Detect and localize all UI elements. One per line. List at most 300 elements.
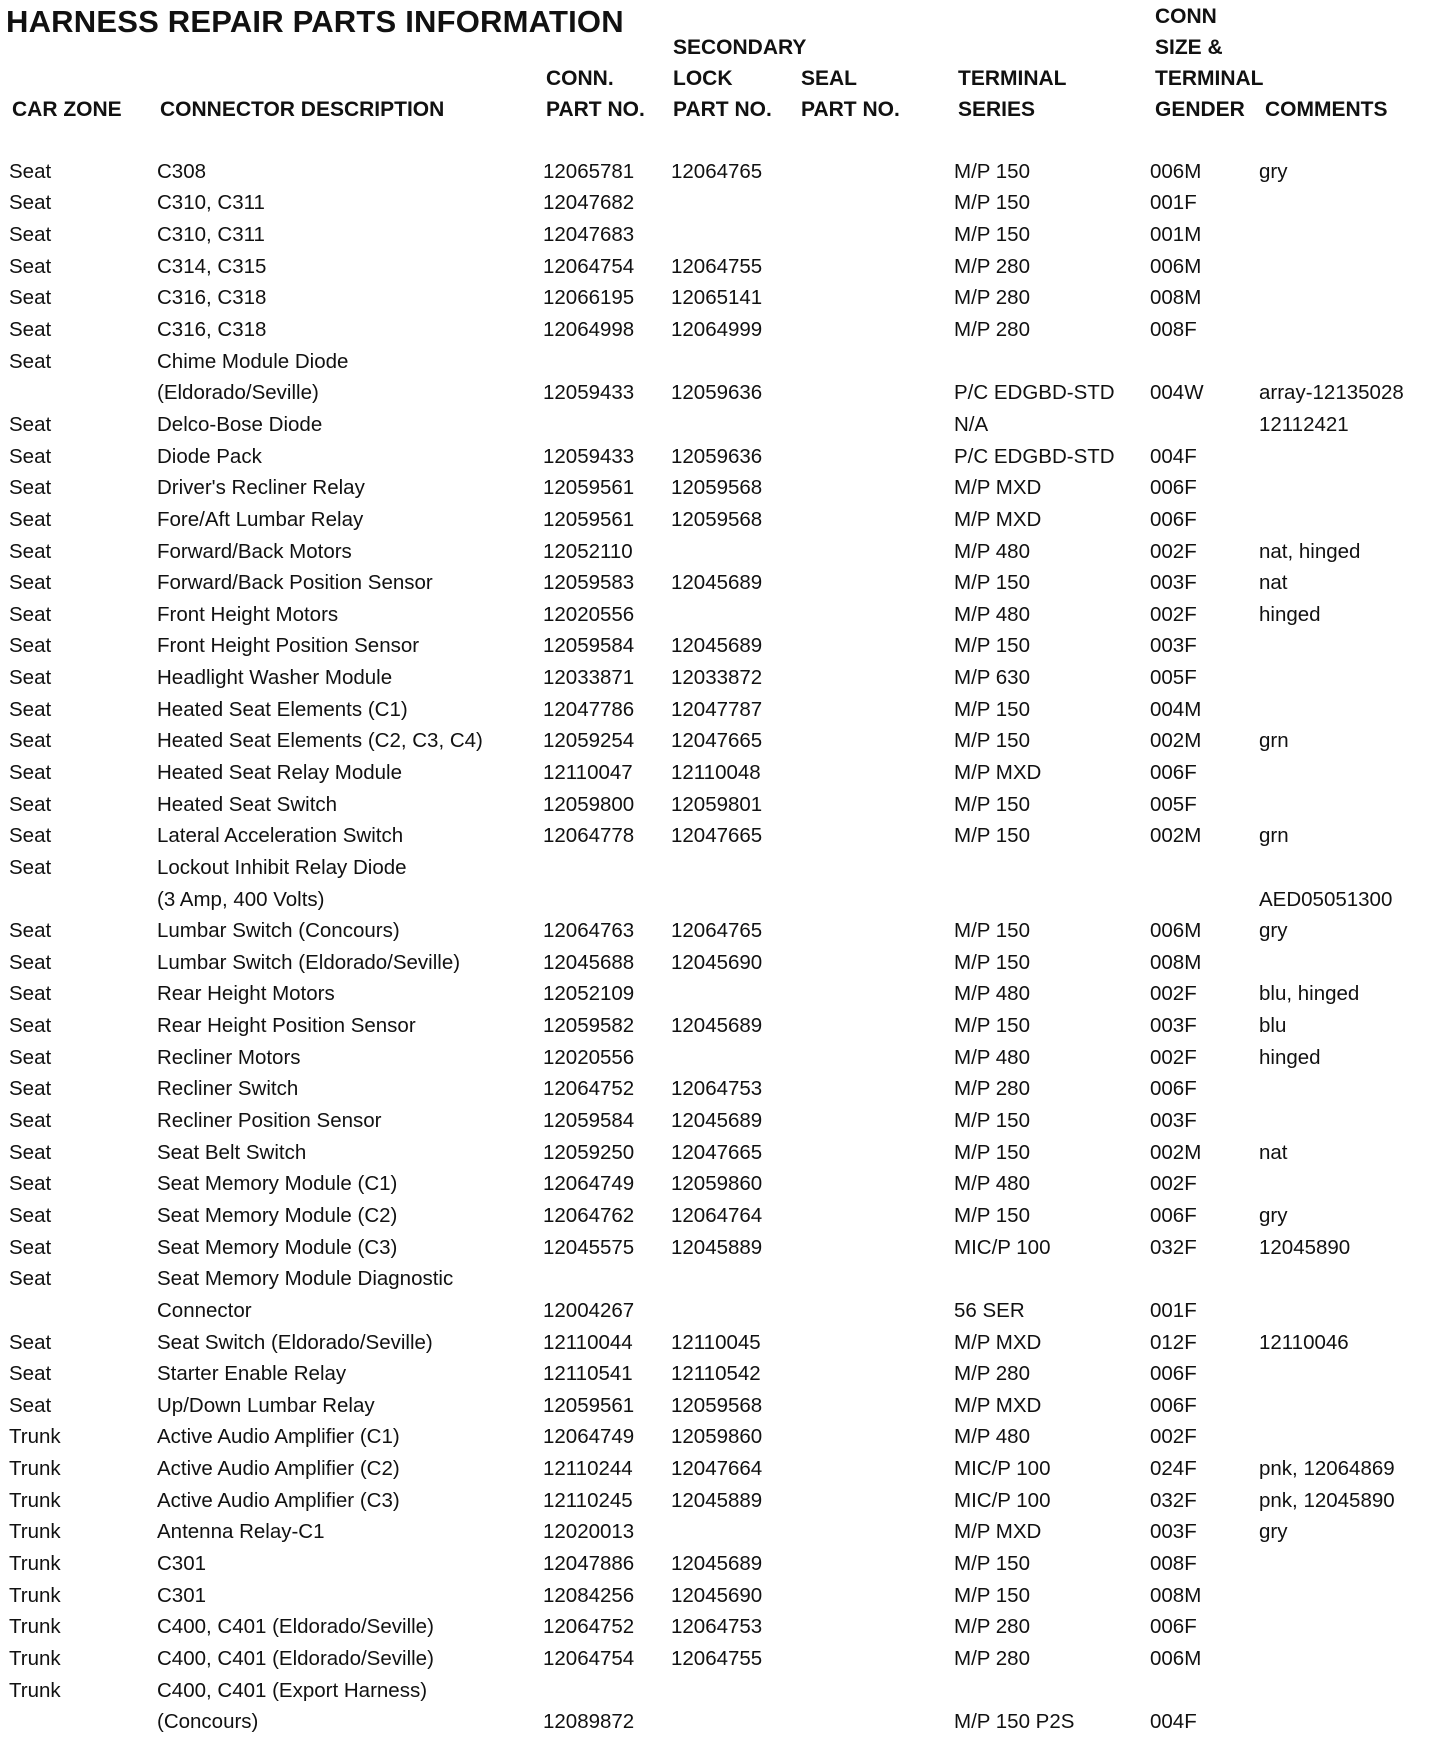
- cell-comments: [1259, 1706, 1435, 1738]
- header-conn-size-terminal-gender: CONN SIZE & TERMINAL GENDER: [1155, 5, 1264, 121]
- cell-car-zone: Seat: [9, 191, 52, 215]
- cell-comments: gry: [1259, 919, 1288, 943]
- cell-comments: [1259, 694, 1435, 726]
- cell-connector-description: Seat Memory Module (C2): [157, 1203, 398, 1227]
- cell-seal-part-no: [799, 1643, 954, 1675]
- cell-conn-part-no: 12059584: [543, 634, 635, 658]
- cell-terminal-series: M/P 280: [954, 318, 1030, 342]
- cell-connector-description: Lateral Acceleration Switch: [157, 824, 404, 848]
- cell-terminal-series: M/P 150: [954, 1109, 1030, 1133]
- cell-seal-part-no: [799, 314, 954, 346]
- cell-terminal-series: M/P 150: [954, 1552, 1030, 1575]
- cell-conn-part-no: 12110044: [543, 1330, 633, 1354]
- cell-seal-part-no: [799, 1200, 954, 1232]
- table-row: [0, 820, 1435, 852]
- cell-terminal-series: M/P 280: [954, 1077, 1030, 1101]
- cell-seal-part-no: [799, 599, 954, 631]
- cell-comments: [1259, 1295, 1435, 1327]
- table-row: [0, 1390, 1435, 1422]
- cell-conn-part-no: 12004267: [543, 1298, 635, 1322]
- table-row: [0, 884, 1435, 916]
- cell-conn-size-terminal-gender: [1150, 884, 1259, 916]
- cell-comments: [1259, 314, 1435, 346]
- cell-conn-size-terminal-gender: 032F: [1150, 1488, 1197, 1512]
- cell-conn-size-terminal-gender: 006F: [1150, 1393, 1197, 1417]
- cell-connector-description: Heated Seat Relay Module: [157, 760, 403, 784]
- cell-terminal-series: M/P 150: [954, 950, 1030, 974]
- cell-conn-size-terminal-gender: 024F: [1150, 1457, 1197, 1481]
- cell-car-zone: Seat: [9, 254, 52, 278]
- cell-secondary-lock-part-no: 12059568: [671, 507, 763, 531]
- cell-secondary-lock-part-no: 12045889: [671, 1235, 763, 1259]
- table-row: [0, 852, 1435, 884]
- cell-seal-part-no: [799, 377, 954, 409]
- cell-comments: grn: [1259, 824, 1289, 848]
- cell-secondary-lock-part-no: 12064755: [671, 254, 763, 278]
- cell-conn-size-terminal-gender: 006M: [1150, 159, 1202, 183]
- cell-car-zone: Seat: [9, 476, 52, 500]
- cell-conn-size-terminal-gender: 008M: [1150, 950, 1202, 974]
- cell-car-zone: Seat: [9, 507, 52, 531]
- cell-seal-part-no: [799, 947, 954, 979]
- cell-conn-size-terminal-gender: 032F: [1150, 1235, 1197, 1259]
- table-row: [0, 1706, 1435, 1738]
- cell-conn-part-no: 12065781: [543, 159, 635, 183]
- table-row: [0, 1453, 1435, 1485]
- cell-secondary-lock-part-no: 12065141: [671, 286, 763, 310]
- cell-conn-size-terminal-gender: 004F: [1150, 1710, 1197, 1734]
- cell-terminal-series: M/P 150: [954, 919, 1030, 943]
- table-row: [0, 251, 1435, 283]
- header-seal-part-no: SEAL PART NO.: [801, 67, 900, 121]
- cell-terminal-series: M/P 150: [954, 223, 1030, 247]
- cell-conn-part-no: 12064763: [543, 919, 635, 943]
- cell-conn-part-no: 12064754: [543, 1646, 635, 1670]
- cell-car-zone: Trunk: [9, 1457, 61, 1481]
- cell-car-zone: Seat: [9, 1014, 52, 1038]
- table-row: [0, 441, 1435, 473]
- cell-conn-part-no: 12064749: [543, 1172, 635, 1196]
- cell-conn-part-no: 12059583: [543, 571, 635, 595]
- cell-connector-description: Rear Height Motors: [157, 982, 335, 1006]
- cell-secondary-lock-part-no: 12064764: [671, 1203, 763, 1227]
- cell-conn-part-no: 12066195: [543, 286, 635, 310]
- cell-connector-description: C310, C311: [157, 191, 265, 215]
- cell-car-zone: Seat: [9, 286, 52, 310]
- cell-conn-size-terminal-gender: 006F: [1150, 1203, 1197, 1227]
- cell-car-zone: Seat: [9, 824, 52, 848]
- cell-connector-description: C310, C311: [157, 223, 265, 247]
- cell-conn-size-terminal-gender: 002F: [1150, 982, 1197, 1006]
- cell-secondary-lock-part-no: [671, 979, 799, 1011]
- table-row: [0, 631, 1435, 663]
- cell-conn-size-terminal-gender: 006F: [1150, 1362, 1197, 1386]
- cell-car-zone: Trunk: [9, 1488, 61, 1512]
- cell-secondary-lock-part-no: 12110045: [671, 1330, 761, 1354]
- header-car-zone: CAR ZONE: [12, 98, 122, 121]
- cell-secondary-lock-part-no: 12110048: [671, 760, 761, 784]
- table-row: [0, 1485, 1435, 1517]
- cell-secondary-lock-part-no: [671, 1042, 799, 1074]
- cell-car-zone: Seat: [9, 919, 52, 943]
- cell-car-zone: Seat: [9, 444, 52, 468]
- cell-secondary-lock-part-no: 12045689: [671, 1109, 763, 1133]
- table-row: [0, 377, 1435, 409]
- cell-connector-description: C308: [157, 159, 207, 183]
- cell-connector-description: C316, C318: [157, 286, 267, 310]
- cell-car-zone: [0, 1706, 157, 1738]
- cell-conn-part-no: 12045575: [543, 1235, 635, 1259]
- cell-conn-part-no: 12059584: [543, 1109, 635, 1133]
- cell-comments: [1259, 1548, 1435, 1580]
- cell-seal-part-no: [799, 820, 954, 852]
- cell-seal-part-no: [799, 1485, 954, 1517]
- cell-connector-description: C400, C401 (Eldorado/Seville): [157, 1646, 434, 1670]
- cell-comments: array-12135028: [1259, 381, 1404, 405]
- cell-conn-part-no: 12059254: [543, 729, 635, 753]
- cell-comments: [1259, 1580, 1435, 1612]
- cell-car-zone: Trunk: [9, 1425, 61, 1449]
- cell-conn-size-terminal-gender: 003F: [1150, 634, 1197, 658]
- cell-connector-description: Seat Belt Switch: [157, 1140, 307, 1164]
- cell-car-zone: Seat: [9, 729, 52, 753]
- cell-seal-part-no: [799, 1105, 954, 1137]
- table-row: [0, 757, 1435, 789]
- cell-terminal-series: M/P 280: [954, 286, 1030, 310]
- cell-conn-size-terminal-gender: 008F: [1150, 318, 1197, 342]
- cell-conn-part-no: 12059561: [543, 507, 635, 531]
- cell-conn-size-terminal-gender: 003F: [1150, 1014, 1197, 1038]
- cell-conn-part-no: [543, 409, 671, 441]
- table-row: [0, 1169, 1435, 1201]
- cell-connector-description: Active Audio Amplifier (C2): [157, 1457, 400, 1481]
- cell-terminal-series: M/P 480: [954, 982, 1030, 1006]
- cell-secondary-lock-part-no: 12059568: [671, 1393, 763, 1417]
- cell-secondary-lock-part-no: [671, 346, 799, 378]
- cell-comments: pnk, 12064869: [1259, 1457, 1395, 1481]
- cell-terminal-series: M/P 150: [954, 1583, 1030, 1607]
- cell-car-zone: Trunk: [9, 1615, 61, 1639]
- cell-secondary-lock-part-no: 12047665: [671, 729, 763, 753]
- cell-seal-part-no: [799, 979, 954, 1011]
- cell-conn-size-terminal-gender: 004F: [1150, 444, 1197, 468]
- cell-conn-size-terminal-gender: 002F: [1150, 1425, 1197, 1449]
- cell-comments: nat: [1259, 1140, 1288, 1164]
- cell-connector-description: Connector: [157, 1298, 252, 1322]
- table-row: [0, 1580, 1435, 1612]
- cell-seal-part-no: [799, 1358, 954, 1390]
- cell-seal-part-no: [799, 188, 954, 220]
- cell-terminal-series: 56 SER: [954, 1298, 1025, 1322]
- cell-comments: nat: [1259, 571, 1288, 595]
- cell-secondary-lock-part-no: 12045690: [671, 1583, 763, 1607]
- cell-terminal-series: M/P MXD: [954, 507, 1042, 531]
- cell-secondary-lock-part-no: [671, 188, 799, 220]
- cell-conn-size-terminal-gender: [1150, 409, 1259, 441]
- cell-car-zone: Seat: [9, 1140, 52, 1164]
- cell-connector-description: Forward/Back Position Sensor: [157, 571, 433, 595]
- cell-connector-description: C316, C318: [157, 318, 267, 342]
- cell-secondary-lock-part-no: 12059860: [671, 1172, 763, 1196]
- cell-secondary-lock-part-no: 12047665: [671, 824, 763, 848]
- cell-conn-part-no: 12020013: [543, 1520, 635, 1544]
- cell-comments: [1259, 1390, 1435, 1422]
- cell-connector-description: Front Height Position Sensor: [157, 634, 420, 658]
- table-row: [0, 1042, 1435, 1074]
- cell-comments: [1259, 1105, 1435, 1137]
- cell-seal-part-no: [799, 409, 954, 441]
- cell-terminal-series: M/P 280: [954, 1615, 1030, 1639]
- cell-seal-part-no: [799, 757, 954, 789]
- cell-comments: [1259, 631, 1435, 663]
- cell-comments: [1259, 441, 1435, 473]
- cell-comments: grn: [1259, 729, 1289, 753]
- cell-conn-size-terminal-gender: 002M: [1150, 729, 1202, 753]
- table-row: [0, 156, 1435, 188]
- cell-secondary-lock-part-no: 12047787: [671, 697, 763, 721]
- cell-connector-description: Seat Memory Module (C3): [157, 1235, 398, 1259]
- cell-seal-part-no: [799, 504, 954, 536]
- header-terminal-series: TERMINAL SERIES: [958, 67, 1067, 121]
- cell-terminal-series: M/P MXD: [954, 1520, 1042, 1544]
- cell-car-zone: Seat: [9, 855, 52, 879]
- cell-connector-description: Chime Module Diode: [157, 349, 349, 373]
- table-row: [0, 1548, 1435, 1580]
- cell-secondary-lock-part-no: 12045689: [671, 634, 763, 658]
- cell-connector-description: Active Audio Amplifier (C1): [157, 1425, 400, 1449]
- cell-connector-description: Delco-Bose Diode: [157, 412, 323, 436]
- cell-terminal-series: [954, 1675, 1150, 1707]
- cell-seal-part-no: [799, 694, 954, 726]
- table-row: [0, 947, 1435, 979]
- cell-secondary-lock-part-no: 12064765: [671, 919, 763, 943]
- cell-comments: [1259, 1675, 1435, 1707]
- cell-conn-size-terminal-gender: 008F: [1150, 1552, 1197, 1575]
- cell-secondary-lock-part-no: 12045689: [671, 1014, 763, 1038]
- cell-conn-part-no: 12052109: [543, 982, 635, 1006]
- cell-conn-size-terminal-gender: [1150, 1263, 1259, 1295]
- cell-car-zone: Seat: [9, 634, 52, 658]
- table-row: [0, 1327, 1435, 1359]
- cell-secondary-lock-part-no: 12059860: [671, 1425, 763, 1449]
- cell-terminal-series: M/P 150: [954, 824, 1030, 848]
- cell-car-zone: Seat: [9, 760, 52, 784]
- cell-car-zone: Trunk: [9, 1552, 61, 1575]
- cell-conn-size-terminal-gender: 004W: [1150, 381, 1204, 405]
- cell-seal-part-no: [799, 1453, 954, 1485]
- parts-table: [0, 156, 1435, 1738]
- cell-comments: 12045890: [1259, 1235, 1351, 1259]
- table-row: [0, 789, 1435, 821]
- header-comments: COMMENTS: [1265, 98, 1388, 121]
- table-row: [0, 726, 1435, 758]
- cell-connector-description: (3 Amp, 400 Volts): [157, 887, 325, 911]
- cell-secondary-lock-part-no: [671, 219, 799, 251]
- table-row: [0, 1295, 1435, 1327]
- cell-car-zone: Seat: [9, 1235, 52, 1259]
- cell-conn-part-no: 12059433: [543, 444, 635, 468]
- cell-terminal-series: M/P 150 P2S: [954, 1710, 1075, 1734]
- cell-secondary-lock-part-no: 12064755: [671, 1646, 763, 1670]
- page-title: HARNESS REPAIR PARTS INFORMATION: [6, 4, 624, 39]
- cell-connector-description: C301: [157, 1552, 207, 1575]
- cell-secondary-lock-part-no: 12047665: [671, 1140, 763, 1164]
- cell-connector-description: C314, C315: [157, 254, 267, 278]
- cell-secondary-lock-part-no: 12064765: [671, 159, 763, 183]
- cell-conn-size-terminal-gender: 001F: [1150, 191, 1197, 215]
- cell-conn-part-no: 12110047: [543, 760, 633, 784]
- cell-comments: hinged: [1259, 1045, 1321, 1069]
- cell-conn-size-terminal-gender: 002F: [1150, 539, 1197, 563]
- cell-terminal-series: M/P 150: [954, 792, 1030, 816]
- cell-terminal-series: M/P 150: [954, 1014, 1030, 1038]
- cell-seal-part-no: [799, 1137, 954, 1169]
- table-row: [0, 314, 1435, 346]
- cell-conn-size-terminal-gender: 003F: [1150, 1109, 1197, 1133]
- table-row: [0, 1074, 1435, 1106]
- cell-conn-part-no: 12059250: [543, 1140, 635, 1164]
- table-row: [0, 219, 1435, 251]
- cell-seal-part-no: [799, 441, 954, 473]
- cell-connector-description: Seat Memory Module (C1): [157, 1172, 398, 1196]
- cell-connector-description: Recliner Motors: [157, 1045, 301, 1069]
- cell-seal-part-no: [799, 1422, 954, 1454]
- table-row: [0, 1137, 1435, 1169]
- cell-secondary-lock-part-no: [671, 409, 799, 441]
- cell-secondary-lock-part-no: 12045689: [671, 571, 763, 595]
- cell-car-zone: Seat: [9, 571, 52, 595]
- cell-conn-part-no: 12059582: [543, 1014, 635, 1038]
- cell-comments: 12112421: [1259, 412, 1349, 436]
- cell-comments: [1259, 251, 1435, 283]
- cell-comments: pnk, 12045890: [1259, 1488, 1395, 1512]
- cell-conn-part-no: 12084256: [543, 1583, 635, 1607]
- cell-connector-description: (Eldorado/Seville): [157, 381, 319, 405]
- cell-terminal-series: M/P 150: [954, 634, 1030, 658]
- cell-conn-size-terminal-gender: 005F: [1150, 792, 1197, 816]
- cell-conn-size-terminal-gender: 001F: [1150, 1298, 1197, 1322]
- cell-conn-part-no: 12059433: [543, 381, 635, 405]
- cell-conn-part-no: 12059561: [543, 1393, 635, 1417]
- cell-comments: [1259, 472, 1435, 504]
- cell-secondary-lock-part-no: [671, 1517, 799, 1549]
- cell-secondary-lock-part-no: [671, 852, 799, 884]
- cell-terminal-series: P/C EDGBD-STD: [954, 381, 1115, 405]
- cell-conn-part-no: 12064754: [543, 254, 635, 278]
- cell-terminal-series: MIC/P 100: [954, 1235, 1051, 1259]
- cell-car-zone: Seat: [9, 349, 52, 373]
- cell-conn-part-no: 12052110: [543, 539, 633, 563]
- cell-comments: [1259, 1643, 1435, 1675]
- cell-conn-part-no: 12059561: [543, 476, 635, 500]
- cell-connector-description: Recliner Switch: [157, 1077, 299, 1101]
- cell-conn-part-no: 12064998: [543, 318, 635, 342]
- cell-connector-description: Front Height Motors: [157, 602, 339, 626]
- cell-terminal-series: [954, 346, 1150, 378]
- table-row: [0, 472, 1435, 504]
- cell-car-zone: [0, 884, 157, 916]
- cell-car-zone: Trunk: [9, 1646, 61, 1670]
- table-row: [0, 1675, 1435, 1707]
- cell-connector-description: Seat Memory Module Diagnostic: [157, 1267, 454, 1291]
- cell-comments: [1259, 1169, 1435, 1201]
- cell-comments: [1259, 188, 1435, 220]
- cell-seal-part-no: [799, 156, 954, 188]
- table-row: [0, 1232, 1435, 1264]
- cell-secondary-lock-part-no: 12064753: [671, 1077, 763, 1101]
- cell-terminal-series: M/P 480: [954, 1172, 1030, 1196]
- cell-comments: [1259, 1611, 1435, 1643]
- cell-car-zone: Seat: [9, 697, 52, 721]
- cell-secondary-lock-part-no: 12059568: [671, 476, 763, 500]
- cell-conn-size-terminal-gender: 006M: [1150, 254, 1202, 278]
- cell-seal-part-no: [799, 1232, 954, 1264]
- cell-conn-part-no: 12110541: [543, 1362, 633, 1386]
- cell-car-zone: [0, 377, 157, 409]
- cell-conn-size-terminal-gender: [1150, 852, 1259, 884]
- cell-conn-size-terminal-gender: 006M: [1150, 919, 1202, 943]
- cell-seal-part-no: [799, 1611, 954, 1643]
- cell-car-zone: Trunk: [9, 1583, 61, 1607]
- cell-terminal-series: M/P 630: [954, 666, 1030, 690]
- cell-conn-part-no: 12020556: [543, 602, 635, 626]
- cell-seal-part-no: [799, 346, 954, 378]
- cell-conn-size-terminal-gender: 006F: [1150, 1077, 1197, 1101]
- cell-terminal-series: M/P 480: [954, 539, 1030, 563]
- table-row: [0, 567, 1435, 599]
- cell-secondary-lock-part-no: [671, 599, 799, 631]
- cell-connector-description: Forward/Back Motors: [157, 539, 352, 563]
- cell-terminal-series: MIC/P 100: [954, 1457, 1051, 1481]
- cell-terminal-series: M/P 150: [954, 191, 1030, 215]
- cell-secondary-lock-part-no: 12110542: [671, 1362, 761, 1386]
- cell-secondary-lock-part-no: 12045690: [671, 950, 763, 974]
- cell-conn-size-terminal-gender: 002F: [1150, 1045, 1197, 1069]
- cell-seal-part-no: [799, 1327, 954, 1359]
- cell-secondary-lock-part-no: 12064999: [671, 318, 763, 342]
- cell-terminal-series: M/P MXD: [954, 476, 1042, 500]
- table-row: [0, 979, 1435, 1011]
- cell-comments: [1259, 757, 1435, 789]
- cell-terminal-series: MIC/P 100: [954, 1488, 1051, 1512]
- cell-connector-description: Driver's Recliner Relay: [157, 476, 365, 500]
- table-row: [0, 346, 1435, 378]
- cell-terminal-series: M/P 150: [954, 729, 1030, 753]
- cell-secondary-lock-part-no: [671, 1706, 799, 1738]
- cell-connector-description: Rear Height Position Sensor: [157, 1014, 416, 1038]
- cell-conn-part-no: 12110245: [543, 1488, 633, 1512]
- cell-connector-description: Up/Down Lumbar Relay: [157, 1393, 375, 1417]
- cell-terminal-series: M/P 280: [954, 254, 1030, 278]
- cell-conn-size-terminal-gender: 006F: [1150, 476, 1197, 500]
- cell-secondary-lock-part-no: 12033872: [671, 666, 763, 690]
- cell-comments: AED05051300: [1259, 887, 1393, 911]
- cell-seal-part-no: [799, 884, 954, 916]
- table-row: [0, 1105, 1435, 1137]
- cell-connector-description: Lumbar Switch (Eldorado/Seville): [157, 950, 461, 974]
- cell-connector-description: C400, C401 (Export Harness): [157, 1678, 428, 1702]
- cell-conn-part-no: 12059800: [543, 792, 635, 816]
- table-row: [0, 1611, 1435, 1643]
- cell-comments: [1259, 504, 1435, 536]
- cell-conn-size-terminal-gender: 002F: [1150, 602, 1197, 626]
- cell-seal-part-no: [799, 1042, 954, 1074]
- cell-comments: [1259, 346, 1435, 378]
- header-connector-description: CONNECTOR DESCRIPTION: [160, 98, 445, 121]
- cell-connector-description: Heated Seat Elements (C2, C3, C4): [157, 729, 483, 753]
- cell-car-zone: Trunk: [9, 1678, 61, 1702]
- cell-connector-description: Diode Pack: [157, 444, 262, 468]
